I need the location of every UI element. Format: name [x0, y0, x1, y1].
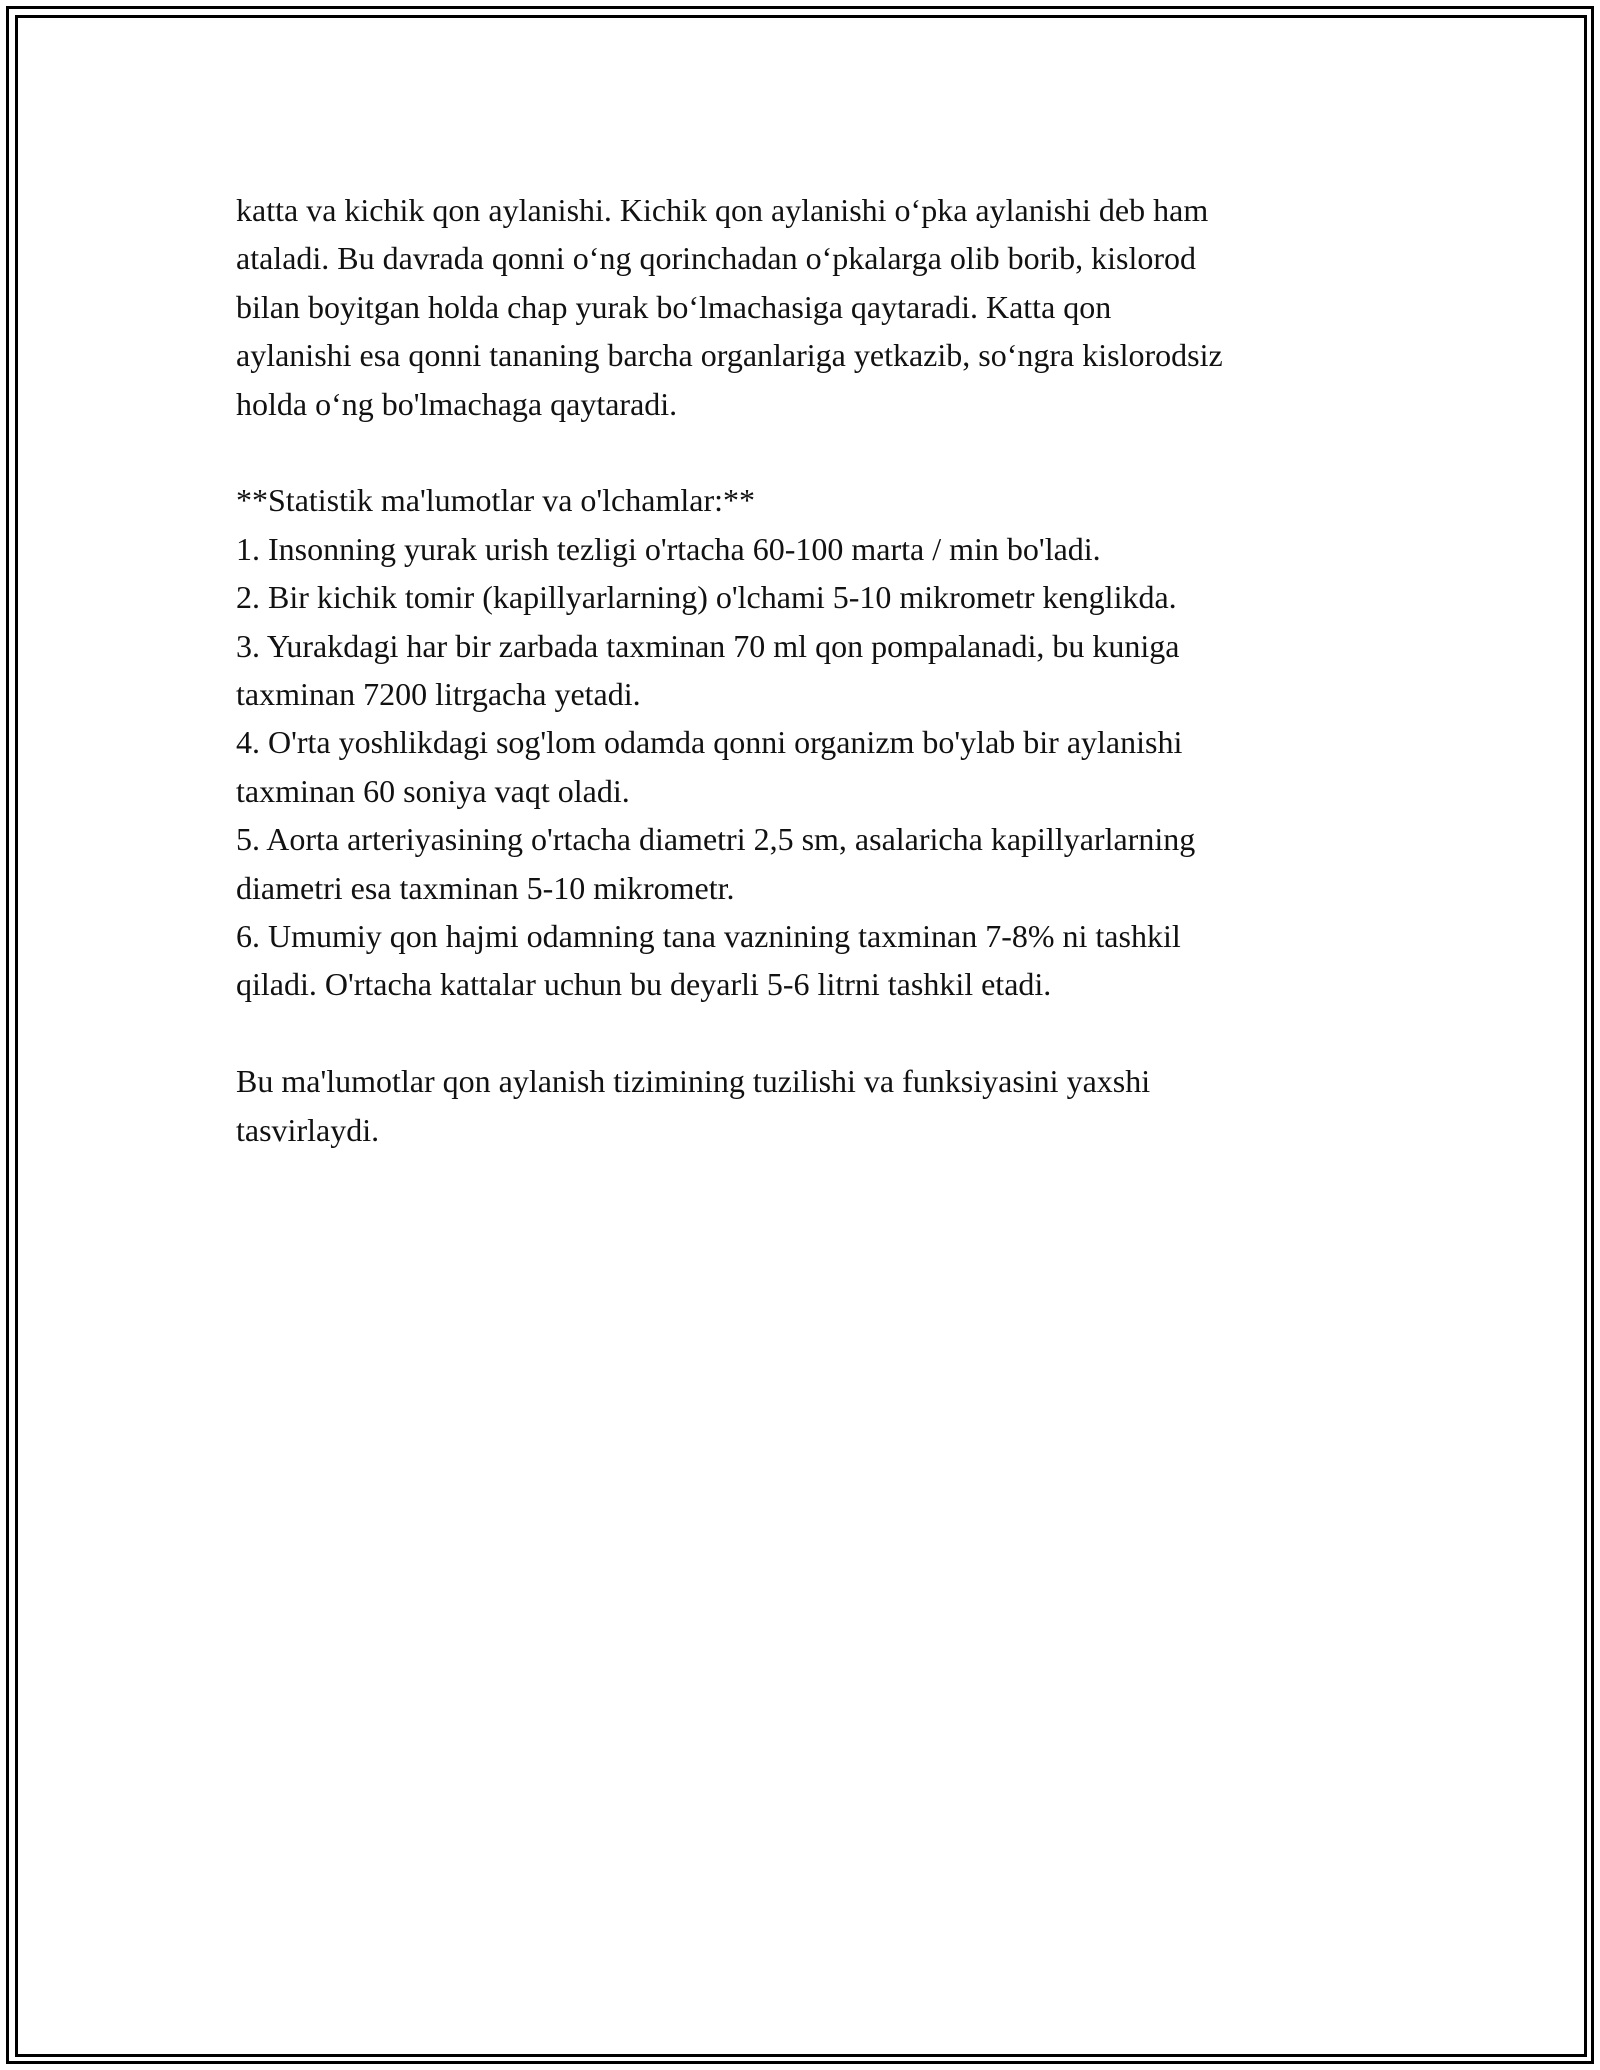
stats-line: 3. Yurakdagi har bir zarbada taxminan 70 ml qon pompalanadi, bu kuniga — [236, 627, 1180, 664]
stats-line: 6. Umumiy qon hajmi odamning tana vaznining taxminan 7-8% ni tashkil — [236, 918, 1181, 955]
stats-heading: **Statistik ma'lumotlar va o'lchamlar:** — [236, 482, 755, 519]
stats-line: 5. Aorta arteriyasining o'rtacha diametri 2,5 sm, asalaricha kapillyarlarning — [236, 821, 1196, 858]
intro-line: aylanishi esa qonni tananing barcha organlariga yetkazib, so‘ngra kislorodsiz — [236, 337, 1223, 374]
stats-line: 4. O'rta yoshlikdagi sog'lom odamda qonni organizm bo'ylab bir aylanishi — [236, 724, 1183, 761]
stats-line: qiladi. O'rtacha kattalar uchun bu deyarli 5-6 litrni tashkil etadi. — [236, 966, 1052, 1003]
stats-line: 2. Bir kichik tomir (kapillyarlarning) o'lchami 5-10 mikrometr kenglikda. — [236, 579, 1177, 616]
stats-line: taxminan 7200 litrgacha yetadi. — [236, 676, 641, 713]
document-body — [236, 186, 1386, 1154]
intro-line: holda o‘ng bo'lmachaga qaytaradi. — [236, 385, 678, 422]
intro-line: katta va kichik qon aylanishi. Kichik qon aylanishi o‘pka aylanishi deb ham — [236, 192, 1209, 228]
stats-line: taxminan 60 soniya vaqt oladi. — [236, 772, 630, 809]
intro-line: bilan boyitgan holda chap yurak bo‘lmachasiga qaytaradi. Katta qon — [236, 288, 1112, 325]
conclusion-line: tasvirlaydi. — [236, 1111, 380, 1148]
paragraph-gap — [236, 1009, 1386, 1057]
conclusion-line: Bu ma'lumotlar qon aylanish tizimining tuzilishi va funksiyasini yaxshi — [236, 1063, 1151, 1100]
stats-line: 1. Insonning yurak urish tezligi o'rtacha 60-100 marta / min bo'ladi. — [236, 530, 1101, 567]
stats-line: diametri esa taxminan 5-10 mikrometr. — [236, 869, 735, 906]
intro-line: ataladi. Bu davrada qonni o‘ng qorinchadan o‘pkalarga olib borib, kislorod — [236, 240, 1197, 277]
paragraph-gap — [236, 428, 1386, 476]
